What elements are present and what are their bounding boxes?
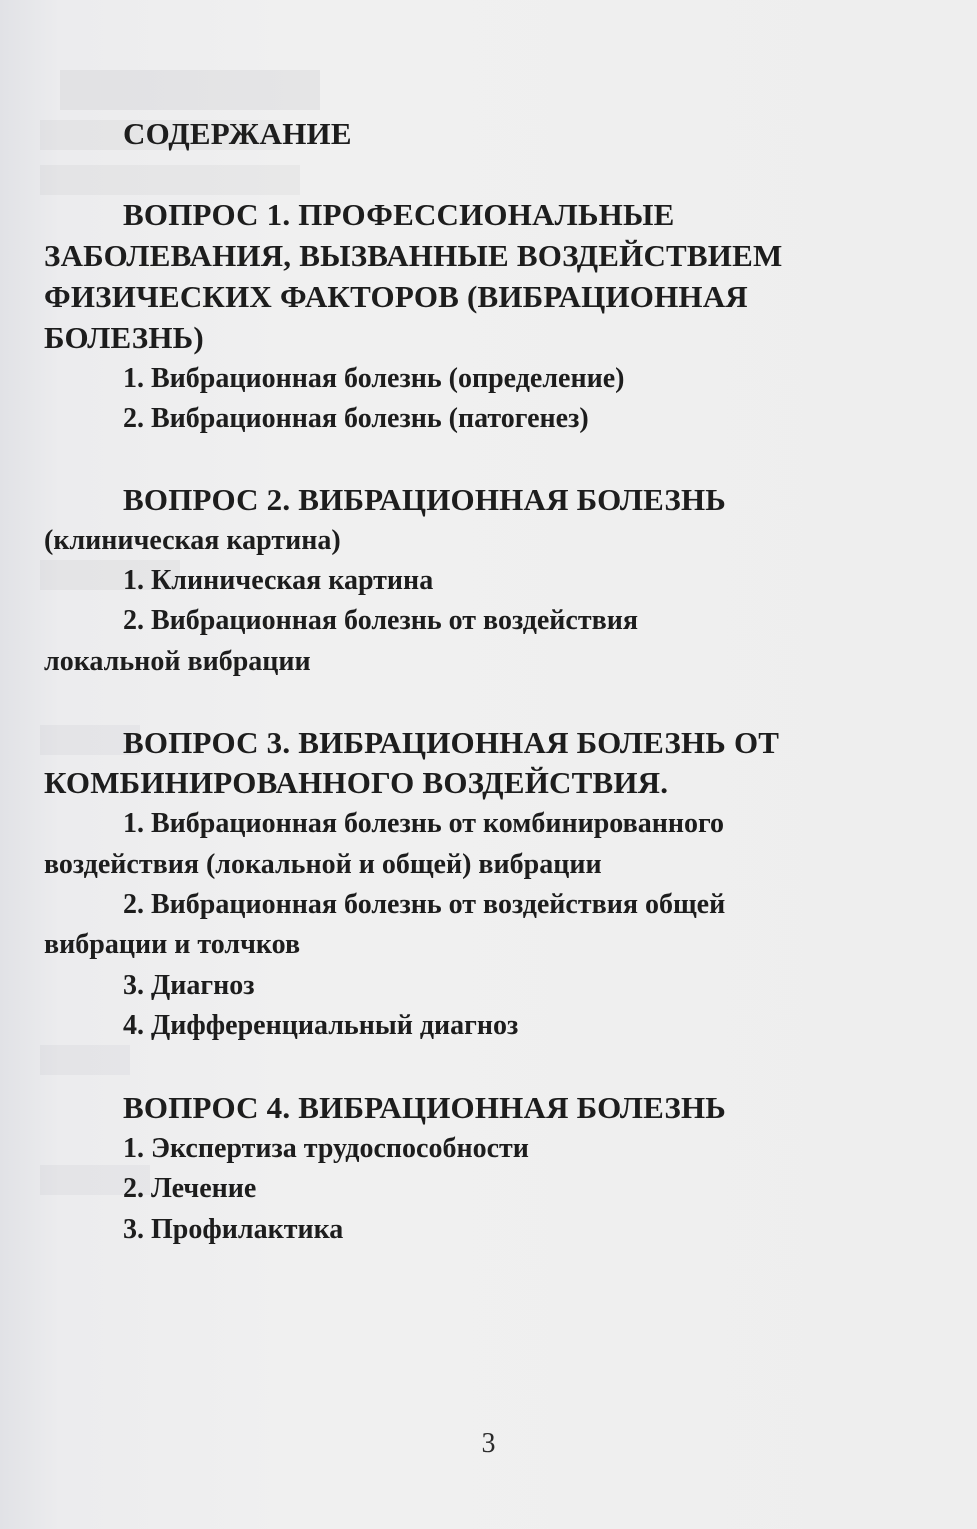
q1-item-1: 1. Вибрационная болезнь (определение) <box>123 363 625 394</box>
q3-item-2-line-1: 2. Вибрационная болезнь от воздействия общей <box>123 889 726 920</box>
show-through-shadow <box>60 70 320 110</box>
q1-heading-line-3: ФИЗИЧЕСКИХ ФАКТОРОВ (ВИБРАЦИОННАЯ <box>44 279 748 314</box>
toc-title: СОДЕРЖАНИЕ <box>123 116 352 151</box>
page-number: 3 <box>481 1428 496 1459</box>
q3-item-3: 3. Диагноз <box>123 970 255 1001</box>
show-through-shadow <box>40 1045 130 1075</box>
q2-heading-line-1: ВОПРОС 2. ВИБРАЦИОННАЯ БОЛЕЗНЬ <box>123 482 726 517</box>
q1-item-2: 2. Вибрационная болезнь (патогенез) <box>123 403 589 434</box>
q4-item-2: 2. Лечение <box>123 1173 257 1204</box>
q2-item-1: 1. Клиническая картина <box>123 565 434 596</box>
q3-heading-line-1: ВОПРОС 3. ВИБРАЦИОННАЯ БОЛЕЗНЬ ОТ <box>123 725 780 760</box>
show-through-shadow <box>40 165 300 195</box>
q4-heading: ВОПРОС 4. ВИБРАЦИОННАЯ БОЛЕЗНЬ <box>123 1090 726 1125</box>
q1-heading-line-4: БОЛЕЗНЬ) <box>44 320 204 355</box>
q2-heading-line-2: (клиническая картина) <box>44 525 341 556</box>
q3-item-4: 4. Дифференциальный диагноз <box>123 1010 519 1041</box>
q4-item-3: 3. Профилактика <box>123 1214 344 1245</box>
q2-item-2-line-2: локальной вибрации <box>44 646 311 677</box>
q3-heading-line-2: КОМБИНИРОВАННОГО ВОЗДЕЙСТВИЯ. <box>44 765 669 800</box>
q1-heading-line-2: ЗАБОЛЕВАНИЯ, ВЫЗВАННЫЕ ВОЗДЕЙСТВИЕМ <box>44 238 783 273</box>
q3-item-2-line-2: вибрации и толчков <box>44 929 301 960</box>
q2-item-2-line-1: 2. Вибрационная болезнь от воздействия <box>123 605 639 636</box>
q3-item-1-line-1: 1. Вибрационная болезнь от комбинированного <box>123 808 725 839</box>
q4-item-1: 1. Экспертиза трудоспособности <box>123 1133 529 1164</box>
q3-item-1-line-2: воздействия (локальной и общей) вибрации <box>44 849 602 880</box>
q1-heading-line-1: ВОПРОС 1. ПРОФЕССИОНАЛЬНЫЕ <box>123 197 675 232</box>
